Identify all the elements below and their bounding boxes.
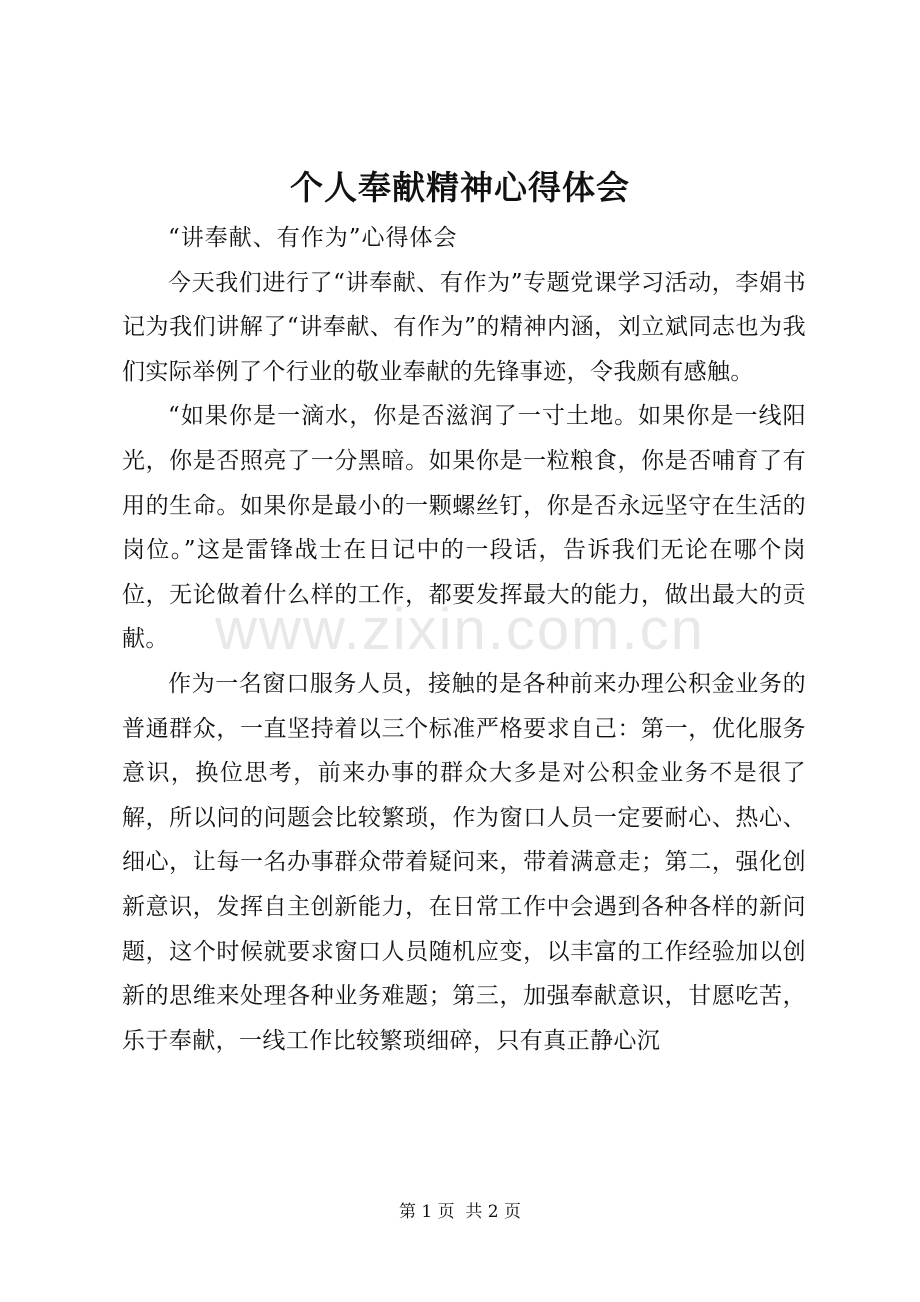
page-footer [0, 1200, 920, 1224]
page-number: 第 1 页 [398, 1202, 455, 1222]
paragraph-1: 今天我们进行了“讲奉献、有作为”专题党课学习活动，李娟书记为我们讲解了“讲奉献、有作为”的精神内涵，刘立斌同志也为我们实际举例了个行业的敬业奉献的先锋事迹，令我颇有感触。 [122, 269, 806, 385]
watermark: www.zixin.com.cn [215, 597, 705, 662]
paragraph-subtitle: “讲奉献、有作为”心得体会 [168, 225, 458, 251]
paragraph-3: 作为一名窗口服务人员，接触的是各种前来办理公积金业务的普通群众，一直坚持着以三个标准严格要求自己：第一，优化服务意识，换位思考，前来办事的群众大多是对公积金业务不是很了解，所以问的问题会比较繁琐，作为窗口人员一定要耐心、热心、细心，让每一名办事群众带着疑问来，带着满意走；第二，强化创新意识，发挥自主创新能力，在日常工作中会遇到各种各样的新问题，这个时候就要求窗口人员随机应变，以丰富的工作经验加以创新的思维来处理各种业务难题；第三，加强奉献意识，甘愿吃苦，乐于奉献，一线工作比较繁琐细碎，只有真正静心沉 [122, 670, 806, 1054]
paragraph-2: “如果你是一滴水，你是否滋润了一寸土地。如果你是一线阳光，你是否照亮了一分黑暗。如果你是一粒粮食，你是否哺育了有用的生命。如果你是最小的一颗螺丝钉，你是否永远坚守在生活的岗位。”这是雷锋战士在日记中的一段话，告诉我们无论在哪个岗位，无论做着什么样的工作，都要发挥最大的能力，做出最大的贡献。 [122, 403, 806, 653]
document-body [122, 216, 806, 1063]
page-total: 共 2 页 [465, 1202, 522, 1222]
document-title: 个人奉献精神心得体会 [290, 168, 630, 207]
